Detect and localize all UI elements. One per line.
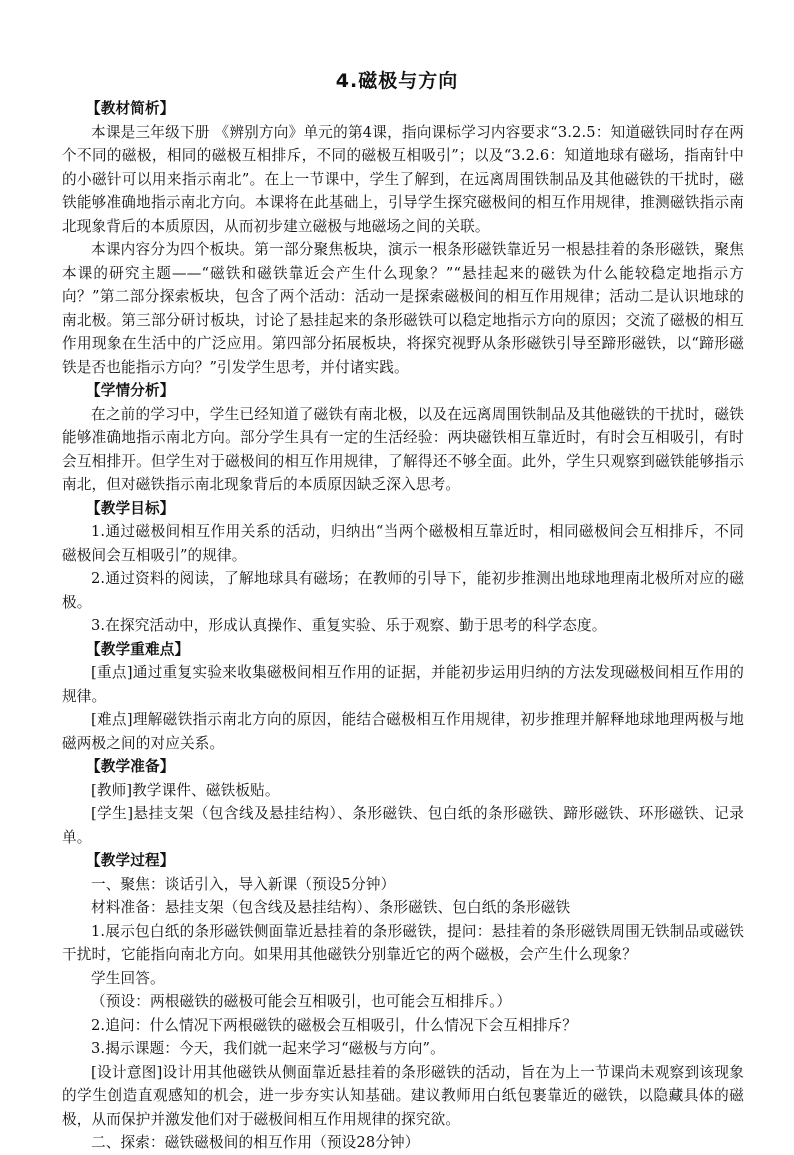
body-paragraph: 二、探索：磁铁磁极间的相互作用（预设28分钟） — [91, 1134, 420, 1151]
body-paragraph: 学生回答。 — [91, 969, 165, 987]
body-paragraph: [学生]悬挂支架（包含线及悬挂结构）、条形磁铁、包白纸的条形磁铁、蹄形磁铁、环形磁铁、记录单。 — [62, 805, 744, 846]
section-heading: 【学情分析】 — [86, 382, 175, 399]
document-body — [62, 97, 744, 1155]
body-paragraph: 1.展示包白纸的条形磁铁侧面靠近悬挂着的条形磁铁，提问：悬挂着的条形磁铁周围无铁制品或磁铁干扰时，它能指向南北方向。如果用其他磁铁分别靠近它的两个磁极，会产生什么现象？ — [62, 922, 744, 963]
section-heading: 【教学目标】 — [86, 499, 175, 517]
body-paragraph: 本课是三年级下册 《辨别方向》单元的第4课，指向课标学习内容要求“3.2.5：知道磁铁同时存在两个不同的磁极，相同的磁极互相排斥，不同的磁极互相吸引”；以及“3.2.6：知道地球有磁场，指南针中的小磁针可以用来指示南北”。在上一节课中，学生了解到，在远离周围铁制品及其他磁铁的干扰时，磁铁能够准确地指示南北方向。本课将在此基础上，引导学生探究磁极间的相互作用规律，推测磁铁指示南北现象背后的本质原因，从而初步建立磁极与地磁场之间的关联。 — [62, 123, 744, 235]
section-heading: 【教学重难点】 — [86, 640, 190, 658]
body-paragraph: 在之前的学习中，学生已经知道了磁铁有南北极，以及在远离周围铁制品及其他磁铁的干扰时，磁铁能够准确地指示南北方向。部分学生具有一定的生活经验：两块磁铁相互靠近时，有时会互相吸引，有时会互相排开。但学生对于磁极间的相互作用规律，了解得还不够全面。此外，学生只观察到磁铁能够指示南北，但对磁铁指示南北现象背后的本质原因缺乏深入思考。 — [62, 405, 744, 493]
body-paragraph: 2.追问：什么情况下两根磁铁的磁极会互相吸引，什么情况下会互相排斥？ — [91, 1016, 578, 1034]
body-paragraph: 本课内容分为四个板块。第一部分聚焦板块，演示一根条形磁铁靠近另一根悬挂着的条形磁铁，聚焦本课的研究主题——“磁铁和磁铁靠近会产生什么现象？”“悬挂起来的磁铁为什么能较稳定地指示方向？”第二部分探索板块，包含了两个活动：活动一是探索磁极间的相互作用规律；活动二是认识地球的南北极。第三部分研讨板块，讨论了悬挂起来的条形磁铁可以稳定地指示方向的原因；交流了磁极的相互作用现象在生活中的广泛应用。第四部分拓展板块，将探究视野从条形磁铁引导至蹄形磁铁，以“蹄形磁铁是否也能指示方向？”引发学生思考，并付诸实践。 — [62, 241, 744, 376]
section-heading: 【教材简析】 — [86, 100, 175, 117]
body-paragraph: [难点]理解磁铁指示南北方向的原因，能结合磁极相互作用规律，初步推理并解释地球地理两极与地磁两极之间的对应关系。 — [62, 711, 744, 752]
section-heading: 【教学准备】 — [86, 758, 175, 775]
body-paragraph: （预设：两根磁铁的磁极可能会互相吸引，也可能会互相排斥。） — [91, 993, 512, 1010]
body-paragraph: 2.通过资料的阅读，了解地球具有磁场；在教师的引导下，能初步推测出地球地理南北极所对应的磁极。 — [62, 570, 744, 611]
body-paragraph: 3.在探究活动中，形成认真操作、重复实验、乐于观察、勤于思考的科学态度。 — [91, 617, 607, 634]
page-title: 4.磁极与方向 — [335, 70, 459, 92]
body-paragraph: 材料准备：悬挂支架（包含线及悬挂结构）、条形磁铁、包白纸的条形磁铁 — [91, 899, 571, 916]
body-paragraph: 一、聚焦：谈话引入，导入新课（预设5分钟） — [91, 875, 396, 893]
body-paragraph: 3.揭示课题：今天，我们就一起来学习“磁极与方向”。 — [91, 1040, 445, 1057]
section-heading: 【教学过程】 — [86, 852, 175, 869]
body-paragraph: [重点]通过重复实验来收集磁极间相互作用的证据，并能初步运用归纳的方法发现磁极间相互作用的规律。 — [62, 664, 744, 705]
body-paragraph: [教师]教学课件、磁铁板贴。 — [91, 781, 280, 799]
body-paragraph: [设计意图]设计用其他磁铁从侧面靠近悬挂着的条形磁铁的活动，旨在为上一节课尚未观察到该现象的学生创造直观感知的机会，进一步夯实认知基础。建议教师用白纸包裹靠近的磁铁，以隐藏具体的磁极，从而保护并激发他们对于磁极间相互作用规律的探究欲。 — [62, 1063, 744, 1128]
body-paragraph: 1.通过磁极间相互作用关系的活动，归纳出“当两个磁极相互靠近时，相同磁极间会互相排斥，不同磁极间会互相吸引”的规律。 — [62, 523, 744, 564]
